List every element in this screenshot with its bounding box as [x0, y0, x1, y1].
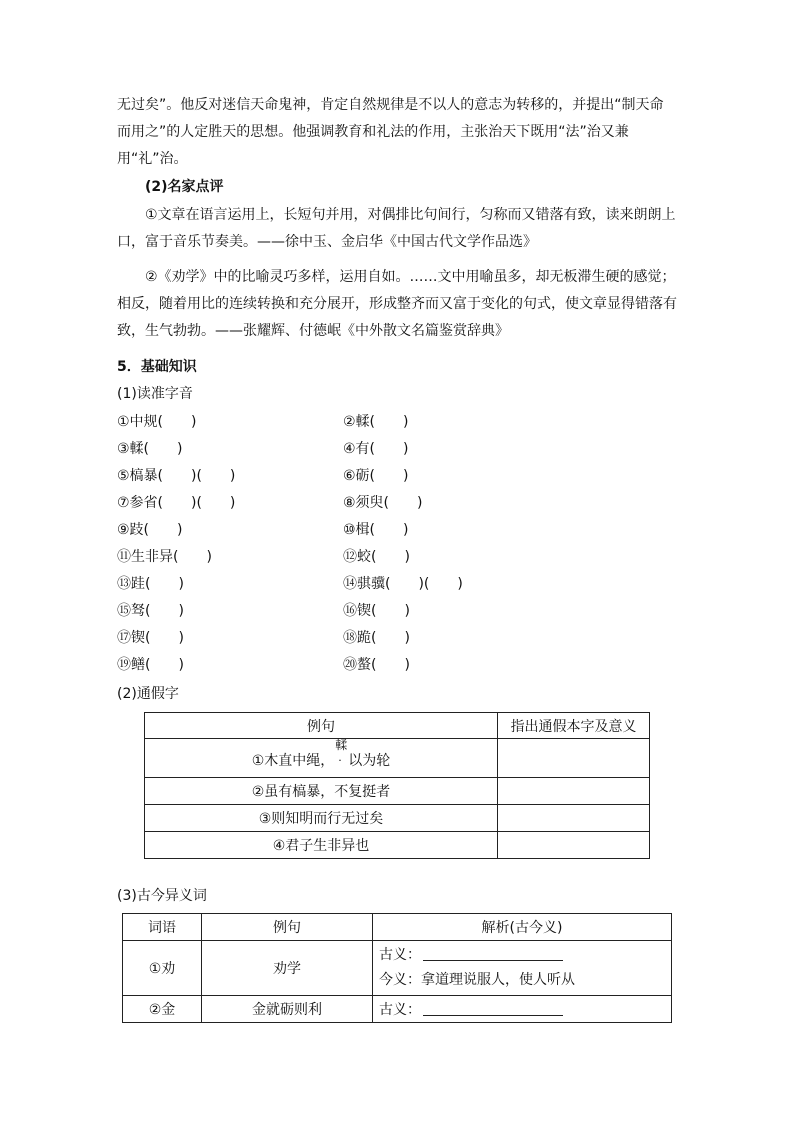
word-cell: ①劝 — [123, 941, 202, 996]
list-item: ⑱跪( ) — [343, 630, 410, 646]
example-text: 以为轮 — [348, 753, 391, 769]
table-header-answer: 指出通假本字及意义 — [498, 713, 650, 739]
critique-2: ②《劝学》中的比喻灵巧多样，运用自如。……文中用喻虽多，却无板滞生硬的感觉；相反，随着用比的连续转换和充分展开，形成整齐而又富于变化的句式，使文章显得错落有致，生气勃勃。——张耀辉、付德岷《中外散文名篇鉴赏辞典》 — [117, 269, 677, 339]
list-item: ③輮( ) — [117, 441, 183, 457]
emphasized-char-glyph: 輮 — [335, 738, 348, 752]
table-cell — [145, 739, 498, 778]
answer-cell[interactable] — [498, 832, 650, 859]
table-header-example: 例句 — [145, 713, 498, 739]
table-header-analysis: 解析(古今义) — [373, 914, 672, 941]
answer-cell[interactable] — [498, 805, 650, 832]
example-cell: 劝学 — [202, 941, 373, 996]
list-item: ⑳螯( ) — [343, 657, 410, 673]
gujin-heading: (3)古今异义词 — [117, 888, 207, 904]
list-item: ⑤槁暴( )( ) — [117, 468, 236, 484]
example-text: ①木直中绳， — [251, 753, 335, 769]
list-item: ⑧须臾( ) — [343, 495, 423, 511]
list-item: ⑲鳝( ) — [117, 657, 184, 673]
tongjia-table — [144, 712, 650, 859]
ancient-meaning-label: 古义： — [379, 947, 421, 963]
table-cell: ④君子生非异也 — [145, 832, 498, 859]
list-item: ⑦参省( )( ) — [117, 495, 236, 511]
table-header-row — [123, 914, 672, 941]
answer-blank[interactable] — [423, 960, 563, 961]
table-cell: ③则知明而行无过矣 — [145, 805, 498, 832]
pronunciation-heading: (1)读准字音 — [117, 386, 193, 402]
table-row — [145, 778, 650, 805]
example-cell: 金就砺则利 — [202, 996, 373, 1023]
list-item: ⑬跬( ) — [117, 576, 184, 592]
list-item: ⑥砺( ) — [343, 468, 409, 484]
modern-meaning: 今义：拿道理说服人，使人听从 — [379, 972, 575, 988]
critique-1: ①文章在语言运用上，长短句并用，对偶排比句间行，匀称而又错落有致，读来朗朗上口，富于音乐节奏美。——徐中玉、金启华《中国古代文学作品选》 — [117, 207, 676, 250]
sub-heading-critiques: (2)名家点评 — [145, 179, 224, 195]
list-item: ⑭骐骥( )( ) — [343, 576, 463, 592]
list-item: ⑫蛟( ) — [343, 549, 410, 565]
table-header-row — [145, 713, 650, 739]
answer-blank[interactable] — [423, 1015, 563, 1016]
table-header-word: 词语 — [123, 914, 202, 941]
table-row — [145, 832, 650, 859]
word-cell: ②金 — [123, 996, 202, 1023]
table-row — [123, 996, 672, 1023]
analysis-cell — [373, 941, 672, 996]
paragraph-xunzi-thought: 无过矣”。他反对迷信天命鬼神，肯定自然规律是不以人的意志为转移的，并提出“制天命而用之”的人定胜天的思想。他强调教育和礼法的作用，主张治天下既用“法”治又兼用“礼”治。 — [117, 97, 664, 167]
table-row — [123, 941, 672, 996]
answer-cell[interactable] — [498, 739, 650, 778]
list-item: ②輮( ) — [343, 414, 409, 430]
list-item: ⑰锲( ) — [117, 630, 184, 646]
table-header-example: 例句 — [202, 914, 373, 941]
list-item: ④有( ) — [343, 441, 409, 457]
table-cell: ②虽有槁暴，不复挺者 — [145, 778, 498, 805]
list-item: ⑯锲( ) — [343, 603, 410, 619]
list-item: ⑩楫( ) — [343, 522, 409, 538]
section-5-title: 5．基础知识 — [117, 359, 197, 375]
table-row — [145, 805, 650, 832]
emphasized-char: 輮 · — [335, 738, 348, 767]
list-item: ①中规( ) — [117, 414, 197, 430]
ancient-meaning-label: 古义： — [379, 1002, 421, 1018]
list-item: ⑮驽( ) — [117, 603, 184, 619]
table-row — [145, 739, 650, 778]
answer-cell[interactable] — [498, 778, 650, 805]
tongjia-heading: (2)通假字 — [117, 686, 179, 702]
gujin-table — [122, 913, 672, 1023]
analysis-cell — [373, 996, 672, 1023]
list-item: ⑪生非异( ) — [117, 549, 212, 565]
list-item: ⑨跂( ) — [117, 522, 183, 538]
